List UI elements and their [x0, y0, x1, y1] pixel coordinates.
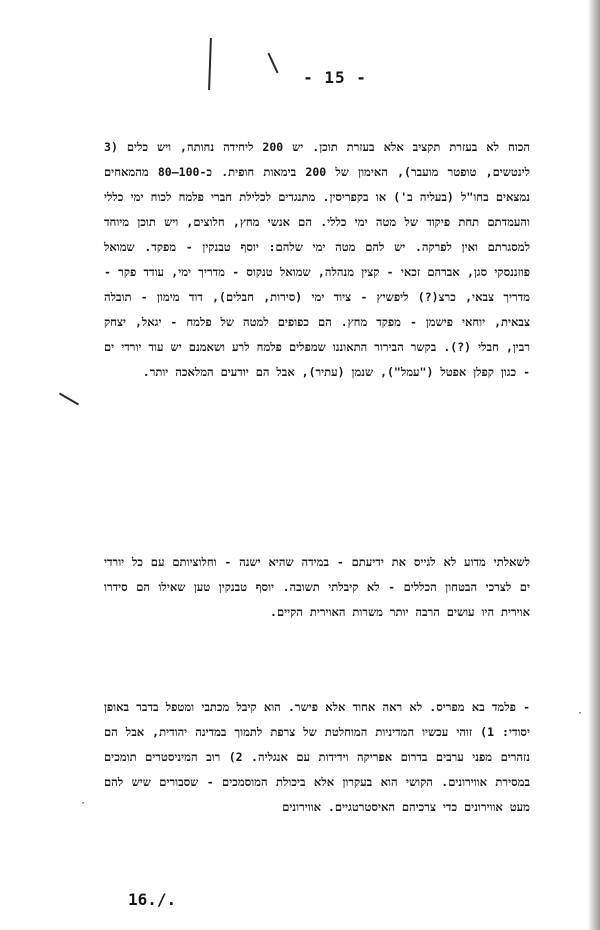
continuation-page-number: 16./.	[128, 890, 177, 909]
paragraph-navy-force: הכוח לא בעזרת תקציב אלא בעזרת תוכן. יש 200 ליחידה נחותה, ויש כלים (3 לינטשים, טופטר מועבר), האימון של 200 בימאות חופית. כ-100–80 מהמאחים נמצאים בחו"ל (בעליה ב') או בקפריסין. מתנגדים לכלילת חברי פלמח לכוח ימי כללי והעמדתם תחת פיקוד של מטה ימי כללי. הם אנשי מחץ, חלוצים, ויש תוכן מיוחד למסגרתם ואין לפרקה. יש להם מטה ימי שלהם: יוסף טבנקין - מפקד. שמואל פוזננסקי סגן, אברהם זכאי - קצין מנהלה, שמואל טנקוס - מדריך ימי, עודד פקר - מדריך צבאי, כרצ(?) ליפשיץ - ציוד ימי (סירות, חבלים), דוד מימון - תובלה צבאית, יוחאי פישמן - מפקד מחץ. הם כפופים למטה של פלמח - יגאל, יצחק רבין, חבלי (?). בקשר הבירור התאוננו שמפלים פלמח לרע ושאמנם יש עוד יורדי ים - כגון קפלן אפטל ("עמל"), שנמן (עתיר), אבל הם יודעים המלאכה יותר.	[104, 139, 531, 379]
paragraph-question: לשאלתי מדוע לא לגייס את ידיעתם - במידה שהיא ישנה - וחלוציותם עם כל יורדי ים לצרכי הבטחון הכללים - לא קיבלתי תשובה. יוסף טבנקין טען שאילו הם סידרו אוירית היו עושים הרבה יותר משרות האוירית הקיים.	[104, 554, 530, 619]
pen-stroke-mark	[267, 53, 278, 74]
paragraph-paris-report: - פלמד בא מפריס. לא ראה אחוד אלא פישר. הוא קיבל מכתבי ומטפל בדבר באופן יסודי: 1) זוהי עכשיו המדיניות המוחלטת של צרפת לתמוך במדינה יהודית, אבל הם נזהרים מפני ערבים בדרום אפריקה וידידות עם אנגליה. 2) רוב המיניסטרים תומכים במסירת אווירונים. הקושי הוא בעקרון אלא ביכולת המוסמכים - שסבורים שיש להם מעט אווירונים כדי צרכיהם האיסטרטגיים. אווירונים	[104, 699, 530, 814]
page-number: - 15 -	[303, 68, 367, 87]
scan-speck: ·	[577, 708, 584, 719]
page-edge-shadow	[588, 0, 600, 930]
pen-stroke-mark	[59, 393, 79, 406]
pen-stroke-mark	[208, 38, 212, 90]
scan-speck: ·	[80, 798, 87, 809]
